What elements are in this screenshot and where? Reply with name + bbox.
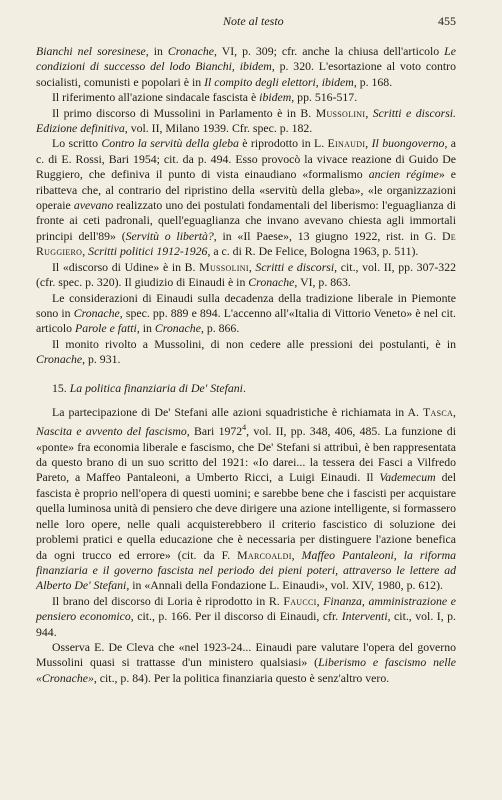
note-paragraph: Bianchi nel soresinese, in Cronache, VI, p. 309; cfr. anche la chiusa dell'articolo Le condizioni di successo del lodo Bianchi, ibidem, p. 320. L'esortazione al voto contro socialisti, comunisti e popolari è in Il compito degli elettori, ibidem, p. 168. [36, 44, 456, 89]
note-paragraph: Il brano del discorso di Loria è riprodotto in R. Faucci, Finanza, amministrazione e pensiero economico, cit., p. 166. Per il discorso di Einaudi, cfr. Interventi, cit., vol. I, p. 944. [36, 593, 456, 639]
note-paragraph: Osserva E. De Cleva che «nel 1923-24... Einaudi pare valutare l'opera del governo Mussolini quasi si trattasse d'un ministero qualsiasi» (Liberismo e fascismo nelle «Cronache», cit., p. 84). Per la politica finanziaria questo è senz'altro vero. [36, 639, 456, 685]
page-header [36, 14, 456, 32]
note-paragraph: Il «discorso di Udine» è in B. Mussolini, Scritti e discorsi, cit., vol. II, pp. 307-322 (cfr. spec. p. 320). Il giudizio di Einaudi è in Cronache, VI, p. 863. [36, 259, 456, 290]
page-number: 455 [438, 14, 456, 28]
note-paragraph: Le considerazioni di Einaudi sulla decadenza della tradizione liberale in Piemonte sono in Cronache, spec. pp. 889 e 894. L'accenno all'«Italia di Vittorio Veneto» è nel cit. articolo Parole e fatti, in Cronache, p. 866. [36, 290, 456, 336]
section-heading: 15. La politica finanziaria di De' Stefani. [52, 380, 246, 395]
note-paragraph: La partecipazione di De' Stefani alle azioni squadristiche è richiamata in A. Tasca, Nascita e avvento del fascismo, Bari 1972$^4$, vol. II, pp. 348, 406, 485. La funzione di «ponte» fra economia liberale e fascismo, che De' Stefani si attribuì, è ben rappresentata da questo brano di un suo scritto del 1921: «Io darei... la tessera dei Fasci a Vilfredo Pareto, a Maffeo Pantaleoni, a Umberto Ricci, a Luigi Einaudi. Il Vademecum del fascista è proprio nell'opera di questi uomini; e sarebbe bene che i fascisti per acquistare quella luminosa unità di pensiero che deve dirigere una azione intelligente, si formassero nelle loro opere, nelle quali acquisterebbero il criterio fascistico di soluzione dei problemi pratici e quella educazione che è necessaria per distinguere l'azione benefica da ogni trucco ed errore» (cit. da F. Marcoaldi, Maffeo Pantaleoni, la riforma finanziaria e il governo fascista nel periodo dei pieni poteri, attraverso le lettere ad Alberto De' Stefani, in «Annali della Fondazione L. Einaudi», vol. XIV, 1980, p. 612). [36, 404, 456, 593]
notes-body [36, 44, 456, 686]
note-paragraph: Il primo discorso di Mussolini in Parlamento è in B. Mussolini, Scritti e discorsi. Edizione definitiva, vol. II, Milano 1939. Cfr. spec. p. 182. [36, 105, 457, 136]
note-paragraph: Lo scritto Contro la servitù della gleba è riprodotto in L. Einaudi, Il buongoverno, a c. di E. Rossi, Bari 1954; cit. da p. 494. Esso provocò la vivace reazione di Guido De Ruggiero, che definiva il punto di vista einaudiano «formalismo ancien régime» e ribatteva che, al contrario del ripristino della «servitù della gleba», «le organizzazioni operaie avevano realizzato uno dei postulati fondamentali del liberismo: l'eguaglianza di fronte ai ceti padronali, quell'eguaglianza che invano avevano chiesta agli immortali principi dell'89» (Servitù o libertà?, in «Il Paese», 13 giugno 1922, rist. in G. De Ruggiero, Scritti politici 1912-1926, a c. di R. De Felice, Bologna 1963, p. 511). [36, 136, 457, 259]
note-paragraph: Il monito rivolto a Mussolini, di non cedere alle pressioni dei postulanti, è in Cronache, p. 931. [36, 336, 456, 367]
running-head: Note al testo [223, 14, 284, 28]
note-paragraph: Il riferimento all'azione sindacale fascista è ibidem, pp. 516-517. [52, 90, 358, 105]
